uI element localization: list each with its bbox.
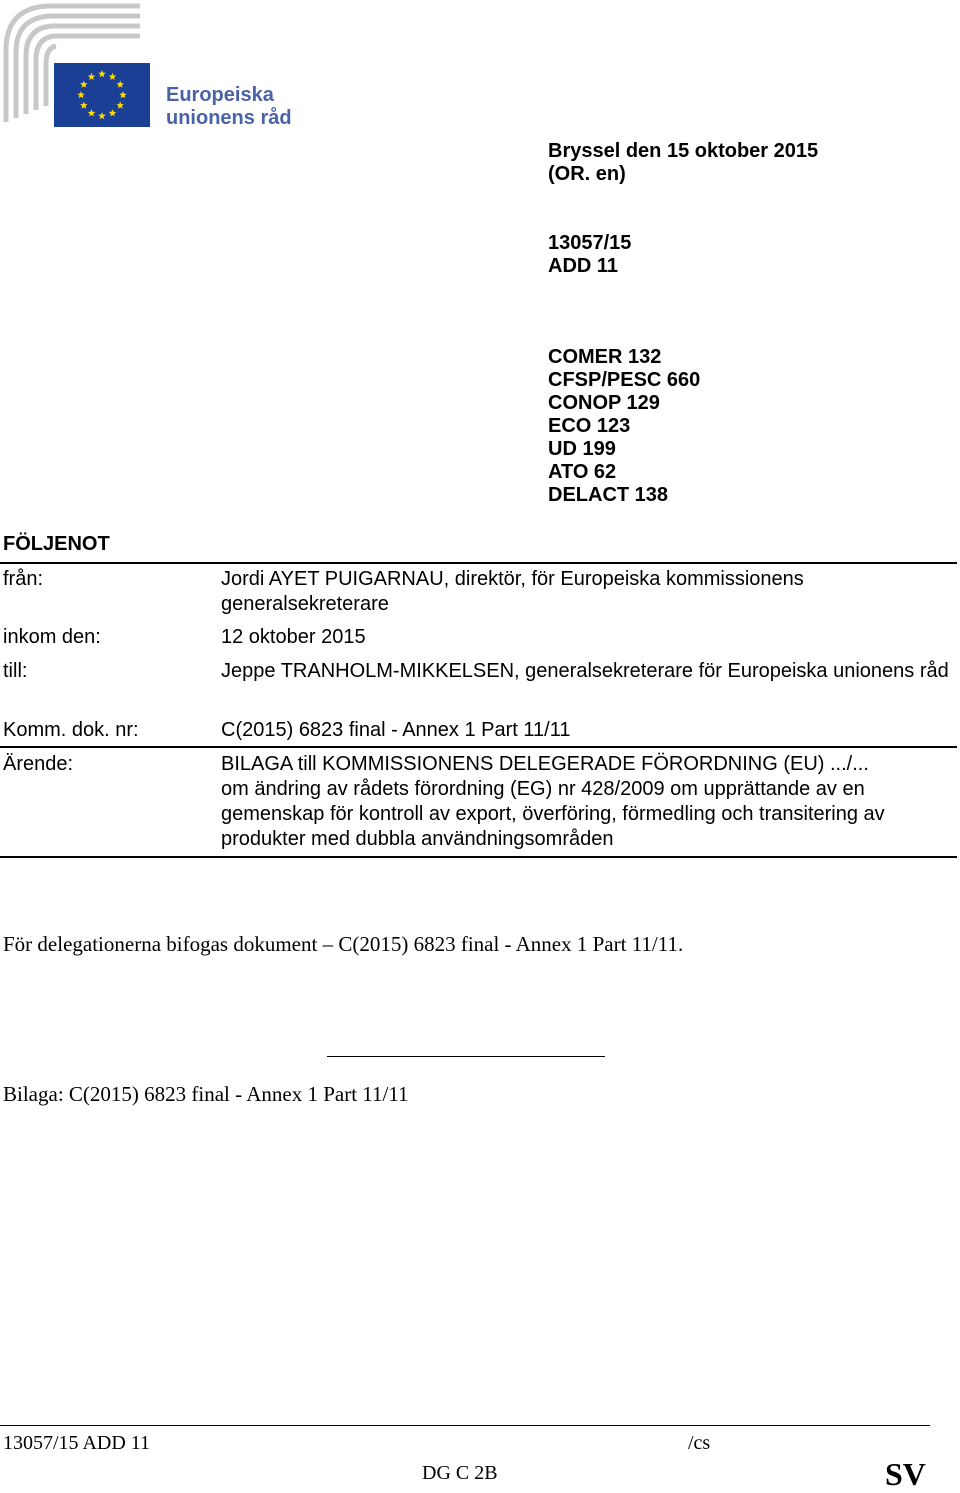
to-value: Jeppe TRANHOLM-MIKKELSEN, generalsekreterare för Europeiska unionens råd <box>221 660 949 682</box>
subject-label: Ärende: <box>3 753 74 775</box>
from-value: Jordi AYET PUIGARNAU, direktör, för Europeiska kommissionens generalsekreterare <box>221 568 804 615</box>
to-label: till: <box>3 660 28 682</box>
subject-line1: BILAGA till KOMMISSIONENS DELEGERADE FÖRORDNING (EU) .../... <box>221 753 869 775</box>
divider <box>0 746 957 748</box>
footer-divider <box>0 1425 930 1426</box>
addendum-number: ADD 11 <box>548 255 619 277</box>
logo-line2: unionens råd <box>166 107 292 129</box>
code-item: COMER 132 <box>548 346 662 368</box>
reference-label: Komm. dok. nr: <box>3 719 139 741</box>
code-item: DELACT 138 <box>548 484 669 506</box>
council-logo <box>0 0 320 140</box>
document-date: Bryssel den 15 oktober 2015 <box>548 140 819 162</box>
body-text: För delegationerna bifogas dokument – C(2015) 6823 final - Annex 1 Part 11/11. <box>3 932 684 956</box>
document-number: 13057/15 <box>548 232 632 254</box>
code-item: ATO 62 <box>548 461 617 483</box>
reference-value: C(2015) 6823 final - Annex 1 Part 11/11 <box>221 719 571 741</box>
footer-reference: 13057/15 ADD 11 <box>3 1432 151 1454</box>
code-item: UD 199 <box>548 438 616 460</box>
received-value: 12 oktober 2015 <box>221 626 366 648</box>
footer-initials: /cs <box>688 1432 711 1454</box>
divider <box>0 856 957 858</box>
from-label: från: <box>3 568 44 590</box>
divider <box>0 562 957 564</box>
cover-note-title: FÖLJENOT <box>3 533 110 555</box>
language-code: SV <box>885 1456 926 1492</box>
logo-text <box>166 84 292 130</box>
annex-reference: Bilaga: C(2015) 6823 final - Annex 1 Part 11/11 <box>3 1082 409 1106</box>
footer-department: DG C 2B <box>422 1462 498 1484</box>
separator-line <box>327 1056 605 1057</box>
code-item: CFSP/PESC 660 <box>548 369 701 391</box>
code-item: ECO 123 <box>548 415 631 437</box>
doc-number-block <box>548 232 948 278</box>
logo-line1: Europeiska <box>166 84 274 106</box>
subject-line2: om ändring av rådets förordning (EG) nr 428/2009 om upprättande av en gemenskap för kontroll av export, överföring, förmedling och transitering av produkter med dubbla användningsområden <box>221 778 885 850</box>
codes-block <box>548 346 948 507</box>
received-label: inkom den: <box>3 626 101 648</box>
original-language: (OR. en) <box>548 163 626 185</box>
code-item: CONOP 129 <box>548 392 660 414</box>
date-block <box>548 140 948 186</box>
